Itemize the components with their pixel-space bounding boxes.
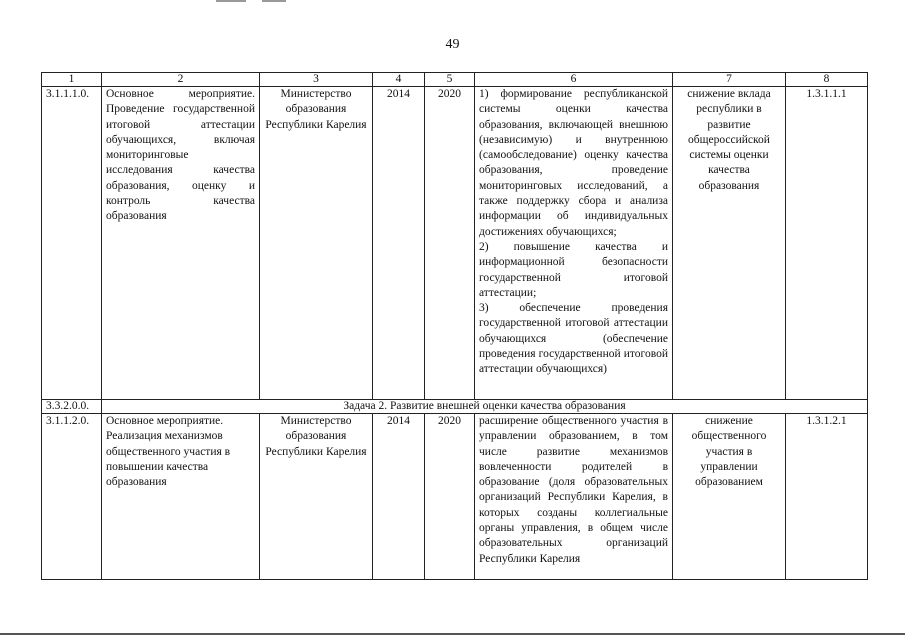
page-bottom-edge: [0, 633, 905, 635]
result-item: 3) обеспечение проведения государственной итоговой аттестации обучающихся (обеспечение проведения государственной итоговой аттестации обучающихся): [479, 302, 668, 376]
end-year-cell: 2020: [425, 87, 475, 400]
scan-artifact-left: [216, 0, 246, 2]
indicator-cell: 1.3.1.1.1: [786, 87, 868, 400]
row-code: 3.1.1.2.0.: [42, 414, 102, 580]
consequence-cell: снижение вклада республики в развитие общероссийской системы оценки качества образования: [673, 87, 786, 400]
executor-cell: Министерство образования Республики Карелия: [260, 87, 373, 400]
header-col-3: 3: [260, 73, 373, 87]
activity-cell: Основное мероприятие. Проведение государственной итоговой аттестации обучающихся, включая мониторинговые исследования качества образования, оценку и контроль качества образования: [102, 87, 260, 400]
header-col-6: 6: [475, 73, 673, 87]
header-col-2: 2: [102, 73, 260, 87]
scan-artifact-right: [262, 0, 286, 2]
header-col-4: 4: [373, 73, 425, 87]
header-col-8: 8: [786, 73, 868, 87]
page-number: 49: [445, 37, 460, 52]
table-row: [42, 414, 868, 580]
activity-cell: Основное мероприятие. Реализация механизмов общественного участия в повышении качества образования: [102, 414, 260, 580]
header-row: [42, 73, 868, 87]
start-year-cell: 2014: [373, 414, 425, 580]
program-activities-table: [41, 72, 868, 580]
indicator-cell: 1.3.1.2.1: [786, 414, 868, 580]
table-row: [42, 87, 868, 400]
task-code: 3.3.2.0.0.: [42, 400, 102, 414]
header-col-1: 1: [42, 73, 102, 87]
header-col-5: 5: [425, 73, 475, 87]
result-item: 2) повышение качества и информационной безопасности государственной итоговой аттестации;: [479, 240, 668, 299]
consequence-cell: снижение общественного участия в управлении образованием: [673, 414, 786, 580]
row-code: 3.1.1.1.0.: [42, 87, 102, 400]
header-col-7: 7: [673, 73, 786, 87]
end-year-cell: 2020: [425, 414, 475, 580]
task-row: [42, 400, 868, 414]
result-item: 1) формирование республиканской системы оценки качества образования, включающей внешнюю (независимую) и внутреннюю (самообследование) оценку качества образования, проведение мониторинговых исследований, а также поддержку сбора и анализа информации об индивидуальных достижениях обучающихся;: [479, 88, 668, 238]
executor-cell: Министерство образования Республики Карелия: [260, 414, 373, 580]
results-cell: [475, 87, 673, 400]
results-cell: расширение общественного участия в управлении образованием, в том числе развитие механизмов вовлеченности родителей в образование (доля образовательных организаций Республики Карелия, в которых созданы коллегиальные органы управления, в общем числе образовательных организаций Республики Карелия: [475, 414, 673, 580]
start-year-cell: 2014: [373, 87, 425, 400]
task-title: Задача 2. Развитие внешней оценки качества образования: [102, 400, 868, 414]
